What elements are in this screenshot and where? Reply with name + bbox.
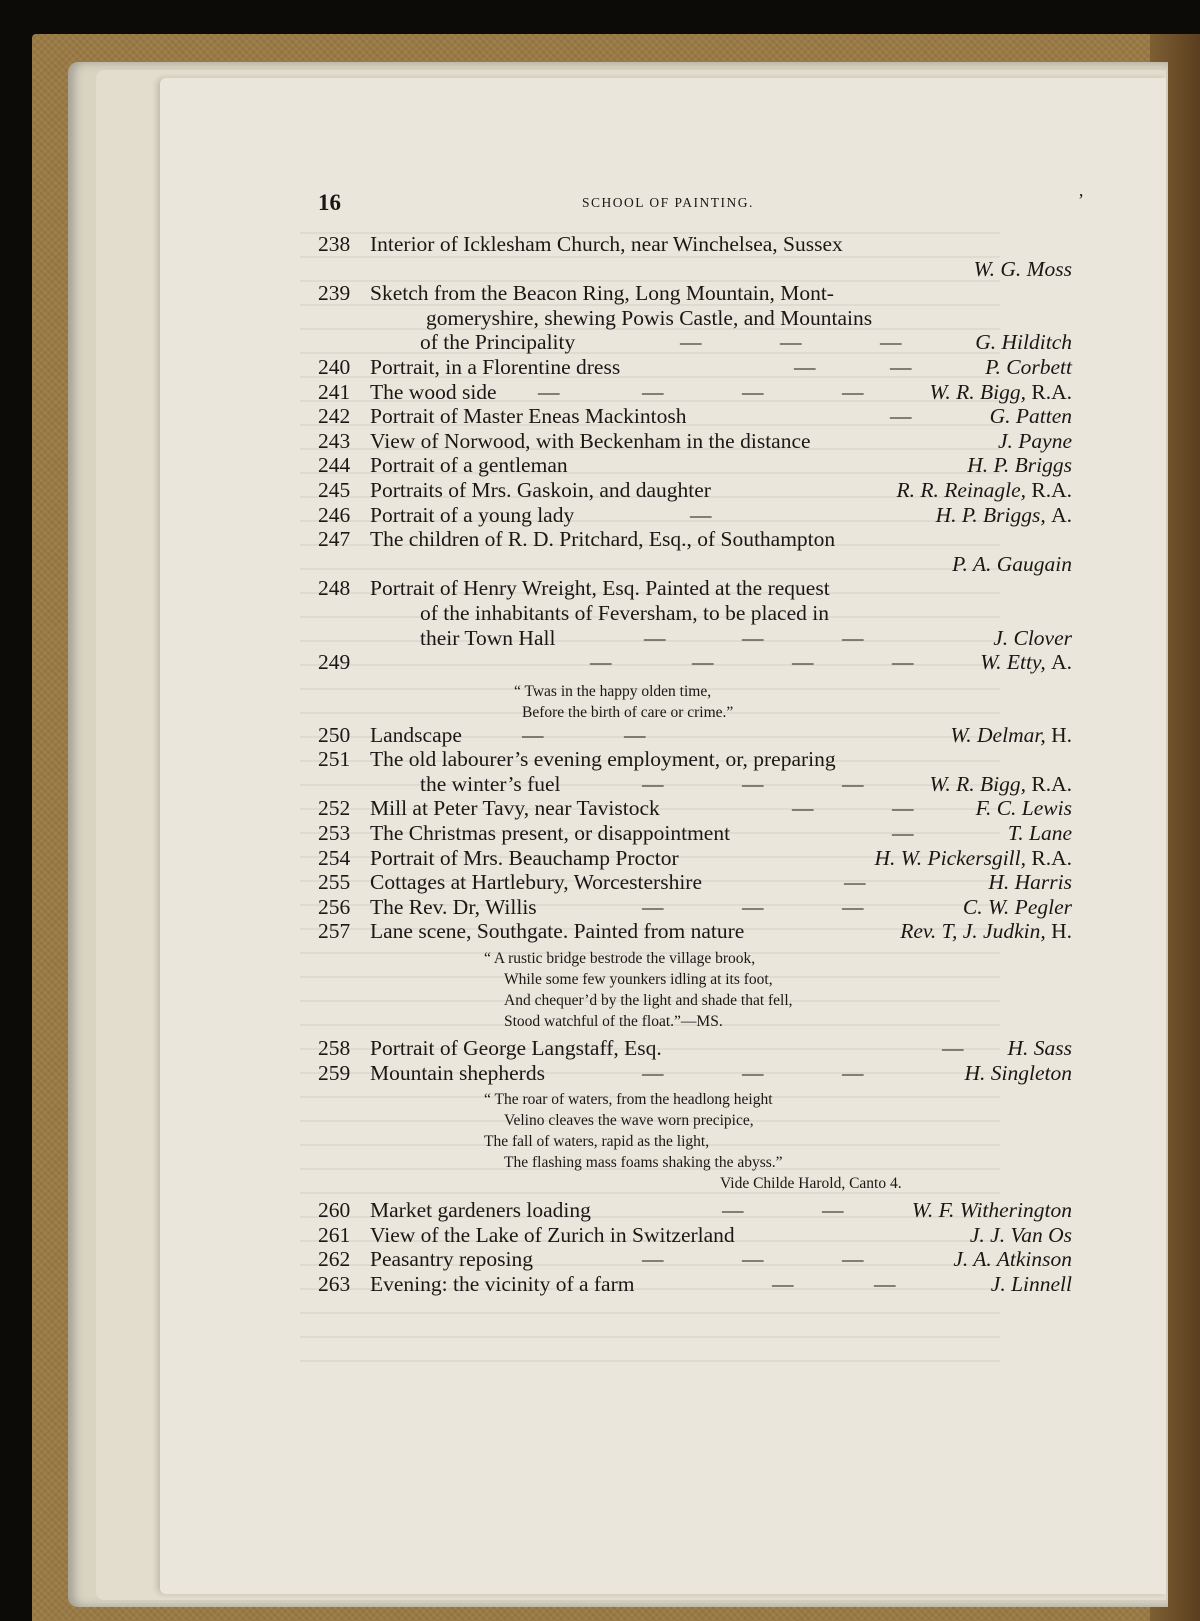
entry-number: 254 bbox=[318, 845, 351, 870]
entry-title: Interior of Icklesham Church, near Winchelsea, Sussex bbox=[370, 232, 843, 256]
artist-name: J. J. Van Os bbox=[969, 1222, 1072, 1247]
entry-247-artist-line bbox=[318, 552, 1072, 577]
corner-mark: ’ bbox=[1078, 190, 1084, 210]
artist-name: H. P. Briggs bbox=[967, 453, 1072, 478]
artist-name: Rev. T, J. Judkin, H. bbox=[900, 919, 1072, 944]
artist-name: H. Harris bbox=[988, 870, 1072, 895]
entry-title: Portraits of Mrs. Gaskoin, and daughter bbox=[370, 477, 711, 502]
entry-number: 258 bbox=[318, 1036, 351, 1061]
entry-number: 243 bbox=[318, 428, 351, 453]
entry-title: Market gardeners loading bbox=[370, 1198, 591, 1223]
artist-name: W. Delmar, H. bbox=[950, 722, 1072, 747]
artist-name: J. Payne bbox=[997, 428, 1072, 453]
entry-title: Peasantry reposing bbox=[370, 1247, 534, 1272]
catalogue-entry-240: 240 Portrait, in a Florentine dress — — P. Corbett bbox=[318, 354, 1072, 379]
entry-number: 250 bbox=[318, 722, 351, 747]
quote-line: “ The roar of waters, from the headlong height bbox=[484, 1091, 773, 1109]
entry-248-line-2 bbox=[318, 601, 1072, 626]
entry-number: 240 bbox=[318, 354, 351, 379]
entry-number: 262 bbox=[318, 1247, 351, 1272]
quote-259-citation bbox=[318, 1173, 1072, 1194]
quote-line: The flashing mass foams shaking the abyss.” bbox=[504, 1154, 783, 1172]
entry-248-line-3: their Town Hall — — — J. Clover bbox=[420, 625, 1072, 650]
quote-257 bbox=[318, 948, 1072, 969]
artist-name: J. Clover bbox=[993, 625, 1072, 650]
artist-name: G. Patten bbox=[989, 404, 1072, 429]
quote-257 bbox=[318, 990, 1072, 1011]
artist-name: C. W. Pegler bbox=[962, 894, 1072, 919]
quote-line: “ Twas in the happy olden time, bbox=[514, 682, 712, 700]
entry-number: 247 bbox=[318, 527, 351, 552]
entry-title: Portrait of Master Eneas Mackintosh bbox=[370, 404, 687, 429]
catalogue-entry-242: 242 Portrait of Master Eneas Mackintosh — G. Patten bbox=[318, 404, 1072, 429]
entry-title-cont: of the inhabitants of Feversham, to be placed in bbox=[420, 600, 829, 625]
catalogue-entry-255: 255 Cottages at Hartlebury, Worcestershire — H. Harris bbox=[318, 870, 1072, 895]
entry-title: The Rev. Dr, Willis bbox=[370, 894, 537, 919]
quote-line: Velino cleaves the wave worn precipice, bbox=[504, 1112, 754, 1130]
quote-citation: Vide Childe Harold, Canto 4. bbox=[720, 1175, 902, 1193]
catalogue-entry-263: 263 Evening: the vicinity of a farm — — J. Linnell bbox=[318, 1272, 1072, 1296]
entry-number: 260 bbox=[318, 1198, 351, 1223]
catalogue-entry-249: 249 — — — — W. Etty, A. bbox=[318, 650, 1072, 675]
artist-name: W. R. Bigg, R.A. bbox=[929, 771, 1072, 796]
entry-title: Sketch from the Beacon Ring, Long Mountain, Mont- bbox=[370, 281, 834, 306]
catalogue-entry-253: 253 The Christmas present, or disappointment — T. Lane bbox=[318, 821, 1072, 846]
entry-title: Portrait, in a Florentine dress bbox=[370, 354, 621, 379]
quote-line: While some few younkers idling at its foot, bbox=[504, 971, 773, 989]
quote-line: Before the birth of care or crime.” bbox=[522, 703, 734, 721]
quote-249 bbox=[318, 702, 1072, 723]
entry-number: 249 bbox=[318, 650, 351, 675]
entry-number: 248 bbox=[318, 576, 351, 601]
catalogue-entry-261 bbox=[318, 1223, 1072, 1248]
entry-title: Portrait of Mrs. Beauchamp Proctor bbox=[370, 845, 679, 870]
entry-number: 244 bbox=[318, 453, 351, 478]
entry-number: 261 bbox=[318, 1222, 351, 1247]
entry-title-cont: of the Principality bbox=[420, 330, 576, 355]
entry-number: 238 bbox=[318, 232, 351, 256]
quote-line: “ A rustic bridge bestrode the village brook, bbox=[484, 950, 756, 968]
artist-name: R. R. Reinagle, R.A. bbox=[896, 477, 1072, 502]
artist-name: W. Etty, A. bbox=[980, 650, 1072, 675]
entry-title-cont: their Town Hall bbox=[420, 625, 556, 650]
artist-name: P. Corbett bbox=[985, 354, 1072, 379]
catalogue-entry-239 bbox=[318, 281, 1072, 306]
entry-title: Evening: the vicinity of a farm bbox=[370, 1272, 635, 1296]
artist-name: H. P. Briggs, A. bbox=[935, 502, 1072, 527]
entry-title: The wood side bbox=[370, 379, 497, 404]
entry-number: 239 bbox=[318, 281, 351, 306]
quote-line: The fall of waters, rapid as the light, bbox=[484, 1133, 710, 1151]
artist-name: P. A. Gaugain bbox=[952, 551, 1072, 576]
entry-title: Mountain shepherds bbox=[370, 1060, 545, 1085]
entry-number: 257 bbox=[318, 919, 351, 944]
artist-name: W. G. Moss bbox=[973, 256, 1072, 281]
catalogue-entry-260: 260 Market gardeners loading — — W. F. Witherington bbox=[318, 1198, 1072, 1223]
entry-number: 246 bbox=[318, 502, 351, 527]
entry-title: Landscape bbox=[370, 722, 462, 747]
entry-number: 242 bbox=[318, 404, 351, 429]
catalogue-entry-259: 259 Mountain shepherds — — — H. Singleton bbox=[318, 1060, 1072, 1085]
catalogue-entry-247 bbox=[318, 527, 1072, 552]
entry-number: 256 bbox=[318, 894, 351, 919]
quote-257 bbox=[318, 1011, 1072, 1032]
entry-title: Portrait of George Langstaff, Esq. bbox=[370, 1036, 662, 1061]
entry-title: Portrait of a young lady bbox=[370, 502, 575, 527]
catalogue-entry-248 bbox=[318, 576, 1072, 601]
artist-name: H. Sass bbox=[1007, 1036, 1072, 1061]
entry-238-artist-line bbox=[318, 257, 1072, 282]
quote-249 bbox=[318, 681, 1072, 702]
catalogue-entry-262: 262 Peasantry reposing — — — J. A. Atkinson bbox=[318, 1247, 1072, 1272]
quote-line: And chequer’d by the light and shade that fell, bbox=[504, 992, 793, 1010]
catalogue-entry-245 bbox=[318, 478, 1072, 503]
catalogue-entry-244 bbox=[318, 453, 1072, 478]
catalogue-entry-254 bbox=[318, 846, 1072, 871]
entry-number: 255 bbox=[318, 870, 351, 895]
entry-title: Lane scene, Southgate. Painted from nature bbox=[370, 919, 745, 944]
entry-title-cont: the winter’s fuel bbox=[420, 771, 561, 796]
catalogue-entry-243 bbox=[318, 429, 1072, 454]
catalogue-text bbox=[318, 190, 1084, 1297]
entry-number: 252 bbox=[318, 796, 351, 821]
entry-251-line-2: the winter’s fuel — — — W. R. Bigg, R.A. bbox=[420, 771, 1072, 796]
catalogue-entry-241: 241 The wood side — — — — W. R. Bigg, R.A. bbox=[318, 379, 1072, 404]
catalogue-entry-246: 246 Portrait of a young lady — H. P. Briggs, A. bbox=[318, 502, 1072, 527]
catalogue-entry-251 bbox=[318, 747, 1072, 772]
entry-number: 245 bbox=[318, 477, 351, 502]
page-number: 16 bbox=[318, 190, 341, 215]
entry-title: View of the Lake of Zurich in Switzerland bbox=[370, 1222, 735, 1247]
page-header bbox=[318, 190, 1084, 232]
catalogue-entry-238 bbox=[318, 232, 1072, 257]
quote-259 bbox=[318, 1110, 1072, 1131]
quote-257 bbox=[318, 969, 1072, 990]
quote-259 bbox=[318, 1131, 1072, 1152]
entry-239-line-3: of the Principality — — — G. Hilditch bbox=[420, 330, 1072, 355]
artist-name: W. F. Witherington bbox=[911, 1198, 1072, 1223]
entry-title: View of Norwood, with Beckenham in the distance bbox=[370, 428, 811, 453]
entry-title: Cottages at Hartlebury, Worcestershire bbox=[370, 870, 703, 895]
entry-title: Portrait of a gentleman bbox=[370, 453, 568, 478]
artist-name: T. Lane bbox=[1007, 821, 1072, 846]
artist-name: J. Linnell bbox=[990, 1272, 1072, 1296]
catalogue-entry-250: 250 Landscape — — W. Delmar, H. bbox=[318, 722, 1072, 747]
artist-name: H. Singleton bbox=[964, 1060, 1072, 1085]
entry-title: The children of R. D. Pritchard, Esq., of Southampton bbox=[370, 527, 836, 552]
entry-number: 259 bbox=[318, 1060, 351, 1085]
entry-number: 251 bbox=[318, 747, 351, 772]
entry-number: 241 bbox=[318, 379, 351, 404]
artist-name: J. A. Atkinson bbox=[953, 1247, 1072, 1272]
artist-name: H. W. Pickersgill, R.A. bbox=[874, 845, 1072, 870]
quote-line: Stood watchful of the float.”—MS. bbox=[504, 1013, 723, 1031]
catalogue-entry-257 bbox=[318, 919, 1072, 944]
entry-title: The Christmas present, or disappointment bbox=[370, 821, 731, 846]
quote-259 bbox=[318, 1152, 1072, 1173]
catalogue-entry-258: 258 Portrait of George Langstaff, Esq. — H. Sass bbox=[318, 1036, 1072, 1061]
entry-title: Portrait of Henry Wreight, Esq. Painted at the request bbox=[370, 576, 830, 601]
artist-name: W. R. Bigg, R.A. bbox=[929, 379, 1072, 404]
running-head: SCHOOL OF PAINTING. bbox=[582, 195, 754, 210]
artist-name: F. C. Lewis bbox=[975, 796, 1072, 821]
entry-239-line-2 bbox=[318, 306, 1072, 331]
catalogue-entry-252: 252 Mill at Peter Tavy, near Tavistock — — F. C. Lewis bbox=[318, 796, 1072, 821]
artist-name: G. Hilditch bbox=[975, 330, 1072, 355]
entry-title: Mill at Peter Tavy, near Tavistock bbox=[370, 796, 660, 821]
entry-number: 253 bbox=[318, 821, 351, 846]
entry-number: 263 bbox=[318, 1272, 351, 1296]
catalogue-entry-256: 256 The Rev. Dr, Willis — — — C. W. Pegler bbox=[318, 894, 1072, 919]
quote-259 bbox=[318, 1089, 1072, 1110]
entry-title: The old labourer’s evening employment, or, preparing bbox=[370, 747, 836, 772]
entry-title-cont: gomeryshire, shewing Powis Castle, and Mountains bbox=[426, 305, 873, 330]
